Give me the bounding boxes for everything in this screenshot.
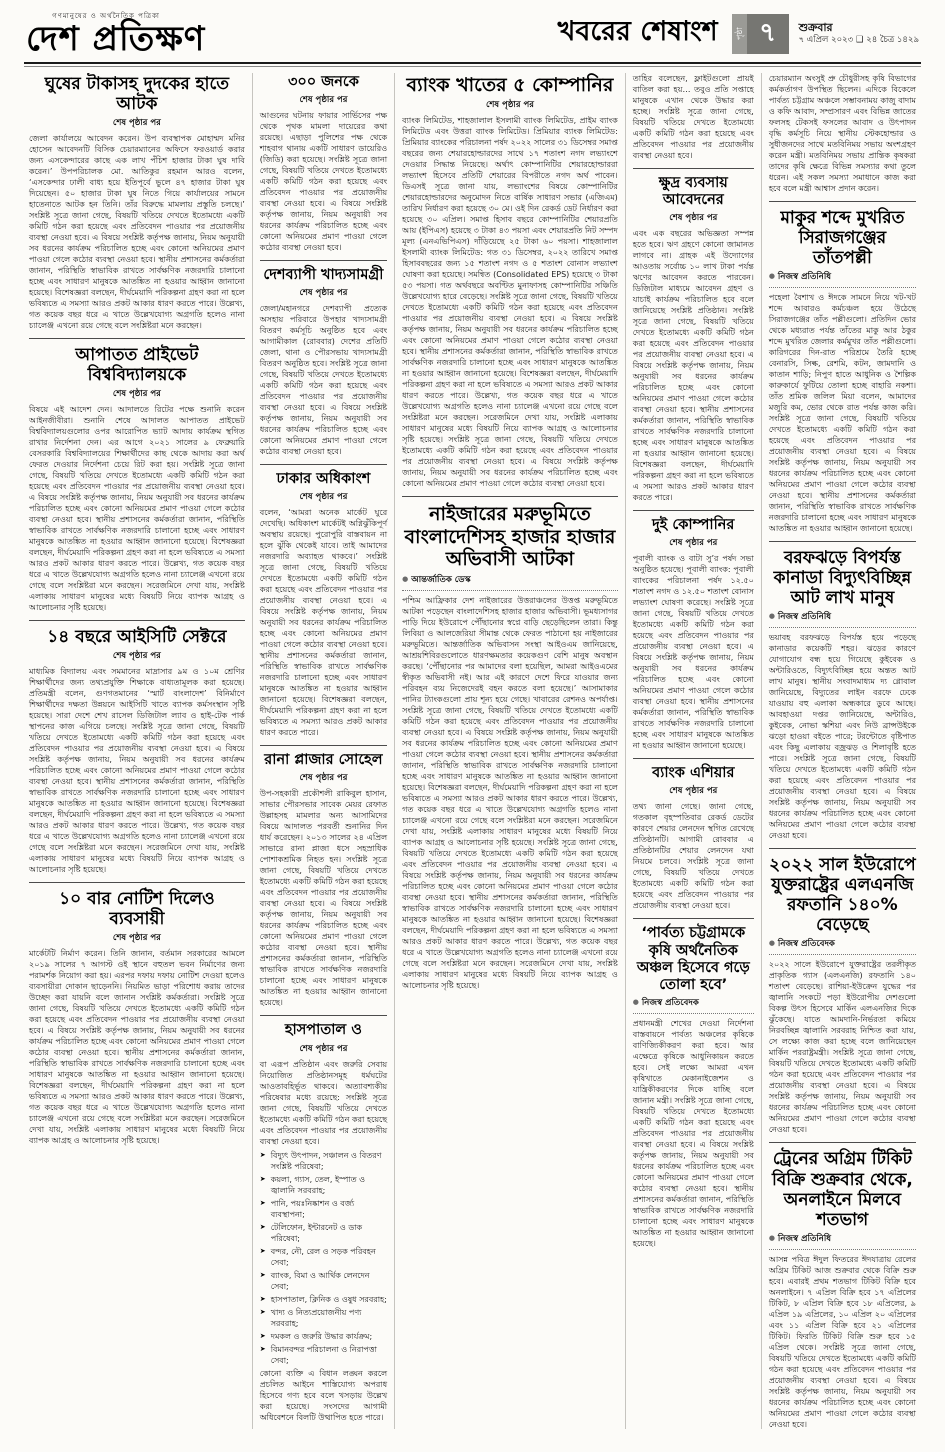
continued-from-label: শেষ পৃষ্ঠার পর	[112, 933, 161, 944]
article-headline: ১০ বার নোটিশ দিলেও ব্যবসায়ী	[59, 889, 215, 930]
list-arrow-icon: ➤	[259, 1150, 266, 1159]
article	[260, 464, 387, 738]
article-headline: ঢাকার অধিকাংশ	[276, 471, 371, 488]
article-body: তথ্য জানা গেছে। জানা গেছে, গতকাল বৃহস্পতিবার রেকর্ড ডেটের কারণে শেয়ার লেনদেন স্থগিত রেখেছে প্রতিষ্ঠানটি। আগামী রোববার এ প্রতিষ্ঠানটির শেয়ার লেনদেন যথা নিয়মে চলবে। সংশ্লিষ্ট সূত্রে জানা গেছে, বিষয়টি খতিয়ে দেখতে ইতোমধ্যে একটি কমিটি গঠন করা হয়েছে এবং প্রতিবেদন পাওয়ার পর প্রয়োজনীয় ব্যবস্থা নেওয়া হবে।	[632, 802, 754, 911]
page-label-vertical: পৃষ্ঠা	[732, 14, 747, 54]
article-headline: ৩০০ জনকে	[287, 74, 359, 90]
continued-from-label: শেষ পৃষ্ঠার পর	[112, 118, 161, 129]
article-body: জেলা/মহানগরে দেশব্যাপী প্রত্যেক অসহায় পরিবারে উপহার খাদ্যসামগ্রী বিতরণ কর্মসূচি অনুষ্ঠিত হবে এবং আগামীকাল (রোববার) দেশের প্রতিটি জেলা, থানা ও পৌরসভায় খাদ্যসামগ্রী বিতরণ অনুষ্ঠিত হবে। সংশ্লিষ্ট সূত্রে জানা গেছে, বিষয়টি খতিয়ে দেখতে ইতোমধ্যে একটি কমিটি গঠন করা হয়েছে এবং প্রতিবেদন পাওয়ার পর প্রয়োজনীয় ব্যবস্থা নেওয়া হবে। এ বিষয়ে সংশ্লিষ্ট কর্তৃপক্ষ জানায়, নিয়ম অনুযায়ী সব ধরনের কার্যক্রম পরিচালিত হচ্ছে এবং কোনো অনিয়মের প্রমাণ পাওয়া গেলে কঠোর ব্যবস্থা নেওয়া হবে।	[259, 304, 388, 457]
article	[633, 918, 754, 1248]
article-body: চেয়ারম্যান অংসুই প্রু চৌধুরীসহ কৃষি বিভাগের কর্মকর্তাগণ উপস্থিত ছিলেন। এদিকে বিকেলে পার্বত্য চট্টগ্রাম অঞ্চলে সম্ভাবনাময় কাজু বাদাম ও কফি আবাদ, সম্প্রসারণ এবং বিভিন্ন জাতের ফলসহ টেকসই ফসলের আবাদ ও উৎপাদন বৃদ্ধি কর্মসূচি নিয়ে স্থানীয় স্টেকহোল্ডার ও সুধীজনদের সাথে মতবিনিময় সভায় অংশগ্রহণ করেন মন্ত্রী। মতবিনিময় সভায় প্রান্তিক কৃষকরা তাদের কৃষি ক্ষেত্রে বিভিন্ন সমস্যার কথা তুলে ধরেন। এই সকল সমস্যা সমাধানে কাজ করা হবে বলে মন্ত্রী আশ্বাস প্রদান করেন।	[768, 74, 916, 193]
list-arrow-icon: ➤	[259, 1246, 266, 1255]
article-body: আসন্ন পবিত্র ঈদুল ফিতরের ঈদযাত্রায় রেলের অগ্রিম টিকিট আজ শুক্রবার থেকে বিক্রি শুরু হবে। এবারই প্রথম শতভাগ টিকিট বিক্রি হবে অনলাইনে। ৭ এপ্রিল বিক্রি হবে ১৭ এপ্রিলের টিকিট, ৮ এপ্রিল বিক্রি হবে ১৮ এপ্রিলের, ৯ এপ্রিল ১৯ এপ্রিলের, ১০ এপ্রিল ২০ এপ্রিলের এবং ১১ এপ্রিল বিক্রি হবে ২১ এপ্রিলের টিকিট। ফিরতি টিকিট বিক্রি শুরু হবে ১৫ এপ্রিল থেকে। সংশ্লিষ্ট সূত্রে জানা গেছে, বিষয়টি খতিয়ে দেখতে ইতোমধ্যে একটি কমিটি গঠন করা হয়েছে এবং প্রতিবেদন পাওয়ার পর প্রয়োজনীয় ব্যবস্থা নেওয়া হবে। এ বিষয়ে সংশ্লিষ্ট কর্তৃপক্ষ জানায়, নিয়ম অনুযায়ী সব ধরনের কার্যক্রম পরিচালিত হচ্ছে এবং কোনো অনিয়মের প্রমাণ পাওয়া গেলে কঠোর ব্যবস্থা নেওয়া হবে।	[768, 1254, 916, 1429]
article	[769, 201, 916, 534]
article-body: প্রধানমন্ত্রী শেখের দেওয়া নির্দেশনা বাস্তবায়নে পার্বত্য অঞ্চলের কৃষিকে বাণিজ্যিকীকরণ করা হবে। আর এক্ষেত্রে কৃষিকে আধুনিকায়ন করতে হবে। সেই লক্ষ্যে আমরা এখন কৃষিখাতে মেকানাইজেশন ও যান্ত্রিকীকরণের দিকে যাচ্ছি বলে জানান মন্ত্রী। সংশ্লিষ্ট সূত্রে জানা গেছে, বিষয়টি খতিয়ে দেখতে ইতোমধ্যে একটি কমিটি গঠন করা হয়েছে এবং প্রতিবেদন পাওয়ার পর প্রয়োজনীয় ব্যবস্থা নেওয়া হবে। এ বিষয়ে সংশ্লিষ্ট কর্তৃপক্ষ জানায়, নিয়ম অনুযায়ী সব ধরনের কার্যক্রম পরিচালিত হচ্ছে এবং কোনো অনিয়মের প্রমাণ পাওয়া গেলে কঠোর ব্যবস্থা নেওয়া হবে। স্থানীয় প্রশাসনের কর্মকর্তারা জানান, পরিস্থিতি স্বাভাবিক রাখতে সার্বক্ষণিক নজরদারি চালানো হচ্ছে এবং সাধারণ মানুষকে আতঙ্কিত না হওয়ার আহ্বান জানানো হয়েছে।	[632, 1018, 754, 1248]
article-body: ২০২২ সালে ইউরোপে যুক্তরাষ্ট্রের তরলীকৃত প্রাকৃতিক গ্যাস (এলএনজি) রফতানি ১৪০ শতাংশ বেড়েছে। রাশিয়া-ইউক্রেন যুদ্ধের পর জ্বালানি সংকটে পড়া ইউরোপীয় দেশগুলো বিকল্প উৎস হিসেবে মার্কিন এলএনজির দিকে ঝুঁকেছে। যাতে আমদানি-নির্ভরতা কমিয়ে নিরবচ্ছিন্ন জ্বালানি সরবরাহ নিশ্চিত করা যায়, সে লক্ষ্যে কাজ করা হচ্ছে বলে জানিয়েছেন মার্কিন পররাষ্ট্রমন্ত্রী। সংশ্লিষ্ট সূত্রে জানা গেছে, বিষয়টি খতিয়ে দেখতে ইতোমধ্যে একটি কমিটি গঠন করা হয়েছে এবং প্রতিবেদন পাওয়ার পর প্রয়োজনীয় ব্যবস্থা নেওয়া হবে। এ বিষয়ে সংশ্লিষ্ট কর্তৃপক্ষ জানায়, নিয়ম অনুযায়ী সব ধরনের কার্যক্রম পরিচালিত হচ্ছে এবং কোনো অনিয়মের প্রমাণ পাওয়া গেলে কঠোর ব্যবস্থা নেওয়া হবে।	[768, 960, 916, 1135]
article-headline: নাইজারের মরুভূমিতে বাংলাদেশিসহ হাজার হাজার অভিবাসী আটকা	[404, 503, 616, 571]
list-arrow-icon: ➤	[259, 1270, 266, 1279]
list-arrow-icon: ➤	[259, 1331, 266, 1340]
article-list-item: ➤ বিদ্যুৎ উৎপাদন, সঞ্চালন ও বিতরণ সংশ্লিষ্ট পরিষেবা;	[259, 1150, 382, 1171]
newspaper-logo: দেশ প্রতিক্ষণ	[26, 19, 206, 59]
section-title: খবরের শেষাংশ	[557, 16, 718, 47]
article-body: ভয়াবহ বরফঝড়ে বিপর্যস্ত হয়ে পড়েছে কানাডার কয়েকটি শহর। ঝড়ের কারণে যোগাযোগ বন্ধ হয়ে গিয়েছে কুইবেক ও অন্টারিওতে, বিদ্যুৎবিচ্ছিন্ন হয়ে অন্তত আট লাখ মানুষ। স্থানীয় সংবাদমাধ্যম দ্য গ্লোবাল জানিয়েছে, বিদ্যুতের লাইন বরফে ঢেকে যাওয়ায় বহু এলাকা অন্ধকারে ডুবে আছে। আবহাওয়া দপ্তর জানিয়েছে, অন্টারিও, কুইবেক, নোভা স্কশিয়া এবং নিউ ব্রান্সউইকে ঝড়ো হাওয়া বইতে পারে; টরন্টোতে বৃষ্টিপাত এবং কিছু এলাকায় বজ্রঝড় ও শিলাবৃষ্টি হতে পারে। সংশ্লিষ্ট সূত্রে জানা গেছে, বিষয়টি খতিয়ে দেখতে ইতোমধ্যে একটি কমিটি গঠন করা হয়েছে এবং প্রতিবেদন পাওয়ার পর প্রয়োজনীয় ব্যবস্থা নেওয়া হবে। এ বিষয়ে সংশ্লিষ্ট কর্তৃপক্ষ জানায়, নিয়ম অনুযায়ী সব ধরনের কার্যক্রম পরিচালিত হচ্ছে এবং কোনো অনিয়মের প্রমাণ পাওয়া গেলে কঠোর ব্যবস্থা নেওয়া হবে।	[768, 633, 916, 841]
continued-from-label: শেষ পৃষ্ঠার পর	[485, 100, 534, 111]
continued-from-label: শেষ পৃষ্ঠার পর	[669, 213, 718, 224]
continued-from-label: শেষ পৃষ্ঠার পর	[669, 786, 718, 797]
date-block	[799, 21, 919, 45]
article-body: পশ্চিম আফ্রিকার দেশ নাইজারের উত্তরাঞ্চলের উত্তপ্ত মরুভূমিতে আটকা পড়েছেন বাংলাদেশিসহ হাজার হাজার অভিবাসী। ভূমধ্যসাগর পাড়ি দিয়ে ইউরোপে পৌঁছানোর স্বপ্নে বাড়ি ছেড়েছিলেন তারা। কিন্তু লিবিয়া ও আলজেরিয়া সীমান্ত থেকে ফেরত পাঠানো হয় নাইজারের মরুভূমিতে। আন্তর্জাতিক অভিবাসন সংস্থা আইওএম জানিয়েছে, আশ্রয়শিবিরগুলোতে ধারণক্ষমতার কয়েকগুণ বেশি মানুষ অবস্থান করছে। ‘পৌঁছানোর পর আমাদের বলা হয়েছিল, আমরা আইওএমের স্বীকৃত অভিবাসী নই। আর এই কারণে দেশে ফিরে যাওয়ার জন্য পরিবহন ব্যয় নিজেদেরই বহন করতে বলা হয়েছে।’ আসামাকার পানির ট্যাংকগুলো প্রায় শূন্য হয়ে গেছে। খাবারের রেশনও অপর্যাপ্ত। সংশ্লিষ্ট সূত্রে জানা গেছে, বিষয়টি খতিয়ে দেখতে ইতোমধ্যে একটি কমিটি গঠন করা হয়েছে এবং প্রতিবেদন পাওয়ার পর প্রয়োজনীয় ব্যবস্থা নেওয়া হবে। এ বিষয়ে সংশ্লিষ্ট কর্তৃপক্ষ জানায়, নিয়ম অনুযায়ী সব ধরনের কার্যক্রম পরিচালিত হচ্ছে এবং কোনো অনিয়মের প্রমাণ পাওয়া গেলে কঠোর ব্যবস্থা নেওয়া হবে। স্থানীয় প্রশাসনের কর্মকর্তারা জানান, পরিস্থিতি স্বাভাবিক রাখতে সার্বক্ষণিক নজরদারি চালানো হচ্ছে এবং সাধারণ মানুষকে আতঙ্কিত না হওয়ার আহ্বান জানানো হয়েছে। বিশেষজ্ঞরা বলছেন, দীর্ঘমেয়াদি পরিকল্পনা গ্রহণ করা না হলে ভবিষ্যতে এ সমস্যা আরও প্রকট আকার ধারণ করতে পারে। উল্লেখ্য, গত কয়েক বছর ধরে এ খাতে উল্লেখযোগ্য অগ্রগতি হলেও নানা চ্যালেঞ্জ এখনো রয়ে গেছে বলে সংশ্লিষ্টরা মনে করছেন। সরেজমিনে দেখা যায়, সংশ্লিষ্ট এলাকায় সাধারণ মানুষের মধ্যে বিষয়টি নিয়ে ব্যাপক আগ্রহ ও আলোচনার সৃষ্টি হয়েছে। সংশ্লিষ্ট সূত্রে জানা গেছে, বিষয়টি খতিয়ে দেখতে ইতোমধ্যে একটি কমিটি গঠন করা হয়েছে এবং প্রতিবেদন পাওয়ার পর প্রয়োজনীয় ব্যবস্থা নেওয়া হবে। এ বিষয়ে সংশ্লিষ্ট কর্তৃপক্ষ জানায়, নিয়ম অনুযায়ী সব ধরনের কার্যক্রম পরিচালিত হচ্ছে এবং কোনো অনিয়মের প্রমাণ পাওয়া গেলে কঠোর ব্যবস্থা নেওয়া হবে। স্থানীয় প্রশাসনের কর্মকর্তারা জানান, পরিস্থিতি স্বাভাবিক রাখতে সার্বক্ষণিক নজরদারি চালানো হচ্ছে এবং সাধারণ মানুষকে আতঙ্কিত না হওয়ার আহ্বান জানানো হয়েছে। বিশেষজ্ঞরা বলছেন, দীর্ঘমেয়াদি পরিকল্পনা গ্রহণ করা না হলে ভবিষ্যতে এ সমস্যা আরও প্রকট আকার ধারণ করতে পারে। উল্লেখ্য, গত কয়েক বছর ধরে এ খাতে উল্লেখযোগ্য অগ্রগতি হলেও নানা চ্যালেঞ্জ এখনো রয়ে গেছে বলে সংশ্লিষ্টরা মনে করছেন। সরেজমিনে দেখা যায়, সংশ্লিষ্ট এলাকায় সাধারণ মানুষের মধ্যে বিষয়টি নিয়ে ব্যাপক আগ্রহ ও আলোচনার সৃষ্টি হয়েছে।	[402, 595, 618, 990]
article	[29, 882, 245, 1146]
continued-from-label: শেষ পৃষ্ঠার পর	[112, 389, 161, 400]
article-headline: ব্যাংক এশিয়ার	[652, 765, 735, 782]
list-arrow-icon: ➤	[259, 1174, 266, 1183]
continued-from-label: শেষ পৃষ্ঠার পর	[299, 288, 348, 299]
continued-from-label: শেষ পৃষ্ঠার পর	[112, 651, 161, 662]
masthead-tagline: গণমানুষের ও অর্থনৈতিক পত্রিকা	[52, 12, 160, 20]
continued-from-label: শেষ পৃষ্ঠার পর	[299, 95, 348, 106]
reporter-byline: ● নিজস্ব প্রতিনিধি	[768, 1233, 832, 1244]
article	[633, 73, 754, 161]
brand-block	[26, 12, 206, 59]
article-headline: দেশব্যাপী খাদ্যসামগ্রী	[263, 267, 384, 284]
reporter-byline: ● নিজস্ব প্রতিবেদক	[768, 939, 835, 950]
byline-bullet-icon: ●	[632, 997, 639, 1006]
article-body: এবং এক বছরের অভিজ্ঞতা সম্পন্ন হতে হবে। ঋণ গ্রহণে কোনো জামানত লাগবে না। গ্রাহক এই উদ্যোগের আওতায় সর্বোচ্চ ১০ লাখ টাকা পর্যন্ত ঋণের আবেদন করতে পারবেন। ডিজিটাল মাধ্যমে আবেদন গ্রহণ ও যাচাই কার্যক্রম পরিচালিত হবে বলে জানিয়েছে সংশ্লিষ্ট প্রতিষ্ঠান। সংশ্লিষ্ট সূত্রে জানা গেছে, বিষয়টি খতিয়ে দেখতে ইতোমধ্যে একটি কমিটি গঠন করা হয়েছে এবং প্রতিবেদন পাওয়ার পর প্রয়োজনীয় ব্যবস্থা নেওয়া হবে। এ বিষয়ে সংশ্লিষ্ট কর্তৃপক্ষ জানায়, নিয়ম অনুযায়ী সব ধরনের কার্যক্রম পরিচালিত হচ্ছে এবং কোনো অনিয়মের প্রমাণ পাওয়া গেলে কঠোর ব্যবস্থা নেওয়া হবে। স্থানীয় প্রশাসনের কর্মকর্তারা জানান, পরিস্থিতি স্বাভাবিক রাখতে সার্বক্ষণিক নজরদারি চালানো হচ্ছে এবং সাধারণ মানুষকে আতঙ্কিত না হওয়ার আহ্বান জানানো হয়েছে। বিশেষজ্ঞরা বলছেন, দীর্ঘমেয়াদি পরিকল্পনা গ্রহণ করা না হলে ভবিষ্যতে এ সমস্যা আরও প্রকট আকার ধারণ করতে পারে।	[632, 229, 754, 503]
article-list-item: ➤ টেলিফোন, ইন্টারনেট ও ডাক পরিষেবা;	[259, 1222, 363, 1243]
byline-divider	[769, 954, 916, 955]
article-body: মার্কেটটি নির্মাণ করেন। তিনি জানান, বর্তমান সরকারের আমলে ২০১৯ সালের ৭ আগস্ট ওই স্থানে বহুতল ভবন নির্মাণের জন্য পরামর্শক নিয়োগ করা হয়। এরপর দফায় দফায় নোটিশ দেওয়া হলেও ব্যবসায়ীরা দোকান ছাড়েননি। নিয়মিত ভাড়া পরিশোধ করায় তাদের উচ্ছেদ করা যায়নি বলে জানান সংশ্লিষ্ট কর্মকর্তারা। সংশ্লিষ্ট সূত্রে জানা গেছে, বিষয়টি খতিয়ে দেখতে ইতোমধ্যে একটি কমিটি গঠন করা হয়েছে এবং প্রতিবেদন পাওয়ার পর প্রয়োজনীয় ব্যবস্থা নেওয়া হবে। এ বিষয়ে সংশ্লিষ্ট কর্তৃপক্ষ জানায়, নিয়ম অনুযায়ী সব ধরনের কার্যক্রম পরিচালিত হচ্ছে এবং কোনো অনিয়মের প্রমাণ পাওয়া গেলে কঠোর ব্যবস্থা নেওয়া হবে। স্থানীয় প্রশাসনের কর্মকর্তারা জানান, পরিস্থিতি স্বাভাবিক রাখতে সার্বক্ষণিক নজরদারি চালানো হচ্ছে এবং সাধারণ মানুষকে আতঙ্কিত না হওয়ার আহ্বান জানানো হয়েছে। বিশেষজ্ঞরা বলছেন, দীর্ঘমেয়াদি পরিকল্পনা গ্রহণ করা না হলে ভবিষ্যতে এ সমস্যা আরও প্রকট আকার ধারণ করতে পারে। উল্লেখ্য, গত কয়েক বছর ধরে এ খাতে উল্লেখযোগ্য অগ্রগতি হলেও নানা চ্যালেঞ্জ এখনো রয়ে গেছে বলে সংশ্লিষ্টরা মনে করছেন। সরেজমিনে দেখা যায়, সংশ্লিষ্ট এলাকায় সাধারণ মানুষের মধ্যে বিষয়টি নিয়ে ব্যাপক আগ্রহ ও আলোচনার সৃষ্টি হয়েছে।	[29, 949, 245, 1146]
article	[260, 260, 387, 457]
reporter-byline: ● আন্তর্জাতিক ডেস্ক	[402, 574, 471, 585]
article-list-item: ➤ পানি, পয়ঃনিষ্কাশন ও বর্জ্য ব্যবস্থাপনা;	[259, 1198, 355, 1219]
article-body: পূবালী ব্যাংক ও বাটা সু’র পর্ষদ সভা অনুষ্ঠিত হয়েছে। পূবালী ব্যাংক: পূবালী ব্যাংকের পরিচালনা পর্ষদ ১২.৫০ শতাংশ নগদ ও ১২.৫০ শতাংশ বোনাস লভ্যাংশ ঘোষণা করেছে। সংশ্লিষ্ট সূত্রে জানা গেছে, বিষয়টি খতিয়ে দেখতে ইতোমধ্যে একটি কমিটি গঠন করা হয়েছে এবং প্রতিবেদন পাওয়ার পর প্রয়োজনীয় ব্যবস্থা নেওয়া হবে। এ বিষয়ে সংশ্লিষ্ট কর্তৃপক্ষ জানায়, নিয়ম অনুযায়ী সব ধরনের কার্যক্রম পরিচালিত হচ্ছে এবং কোনো অনিয়মের প্রমাণ পাওয়া গেলে কঠোর ব্যবস্থা নেওয়া হবে। স্থানীয় প্রশাসনের কর্মকর্তারা জানান, পরিস্থিতি স্বাভাবিক রাখতে সার্বক্ষণিক নজরদারি চালানো হচ্ছে এবং সাধারণ মানুষকে আতঙ্কিত না হওয়ার আহ্বান জানানো হয়েছে।	[632, 554, 754, 751]
article-body: আগুনের ঘটনায় ফায়ার সার্ভিসের পক্ষ থেকে পৃথক মামলা দায়েরের কথা রয়েছে। এছাড়া পুলিশের পক্ষ থেকে শাহবাগ থানায় একটি সাধারণ ডায়েরিও (জিডি) করা হয়েছে। সংশ্লিষ্ট সূত্রে জানা গেছে, বিষয়টি খতিয়ে দেখতে ইতোমধ্যে একটি কমিটি গঠন করা হয়েছে এবং প্রতিবেদন পাওয়ার পর প্রয়োজনীয় ব্যবস্থা নেওয়া হবে। এ বিষয়ে সংশ্লিষ্ট কর্তৃপক্ষ জানায়, নিয়ম অনুযায়ী সব ধরনের কার্যক্রম পরিচালিত হচ্ছে এবং কোনো অনিয়মের প্রমাণ পাওয়া গেলে কঠোর ব্যবস্থা নেওয়া হবে।	[259, 111, 388, 253]
byline-divider	[769, 627, 916, 628]
article-headline: ২০২২ সাল ইউরোপে যুক্তরাষ্ট্রের এলএনজি রফতানি ১৪০% বেড়েছে	[769, 855, 916, 936]
article	[769, 1142, 916, 1429]
byline-divider	[633, 1013, 754, 1014]
byline-divider	[769, 287, 916, 288]
article-list-item: ➤ বন্দর, নৌ, রেল ও সড়ক পরিবহন সেবা;	[259, 1246, 376, 1267]
article-body: জেলা কার্যালয়ে আবেদন করেন। উপ ব্যবস্থাপক মোহাম্মদ মনির হোসেন আবেদনটি বিসিক চেয়ারম্যানের অফিসে ফরওয়ার্ড করার জন্য এসকেন্দারের কাছে এক লাখ পঁচিশ হাজার টাকা ঘুষ দাবি করেন।’ উপপরিচালক মো. আতিকুর রহমান আরও বলেন, ‘এসকেন্দার ঢালী বাধ্য হয়ে ইতিপূর্বে ভুলে ৪৭ হাজার টাকা ঘুষ দিয়েছেন। ৫০ হাজার টাকা ঘুষ নিতে গিয়ে কার্যালয়ের সামনে হাতেনাতে আটক হন তিনি। তাঁর বিরুদ্ধে মামলায় প্রস্তুতি চলছে।’ সংশ্লিষ্ট সূত্রে জানা গেছে, বিষয়টি খতিয়ে দেখতে ইতোমধ্যে একটি কমিটি গঠন করা হয়েছে এবং প্রতিবেদন পাওয়ার পর প্রয়োজনীয় ব্যবস্থা নেওয়া হবে। এ বিষয়ে সংশ্লিষ্ট কর্তৃপক্ষ জানায়, নিয়ম অনুযায়ী সব ধরনের কার্যক্রম পরিচালিত হচ্ছে এবং কোনো অনিয়মের প্রমাণ পাওয়া গেলে কঠোর ব্যবস্থা নেওয়া হবে। স্থানীয় প্রশাসনের কর্মকর্তারা জানান, পরিস্থিতি স্বাভাবিক রাখতে সার্বক্ষণিক নজরদারি চালানো হচ্ছে এবং সাধারণ মানুষকে আতঙ্কিত না হওয়ার আহ্বান জানানো হয়েছে। বিশেষজ্ঞরা বলছেন, দীর্ঘমেয়াদি পরিকল্পনা গ্রহণ করা না হলে ভবিষ্যতে এ সমস্যা আরও প্রকট আকার ধারণ করতে পারে। উল্লেখ্য, গত কয়েক বছর ধরে এ খাতে উল্লেখযোগ্য অগ্রগতি হলেও নানা চ্যালেঞ্জ এখনো রয়ে গেছে বলে সংশ্লিষ্টরা মনে করছেন।	[29, 134, 245, 331]
essential-services-list	[260, 1150, 387, 1366]
article-list-item: ➤ ব্যাংক, বিমা ও আর্থিক লেনদেন সেবা;	[259, 1270, 370, 1291]
continued-from-label: শেষ পৃষ্ঠার পর	[299, 492, 348, 503]
article-body: উপ-সহকারী প্রকৌশলী রাকিবুল হাসান, সাভার পৌরসভার সাবেক মেয়র রেফাত উল্লাহসহ মামলার অন্য আসামিদের বিষয়ে আদালত পরবর্তী শুনানির দিন ধার্য করেছেন। ২০১৩ সালের ২৪ এপ্রিল সাভারে রানা প্লাজা ধসে সহস্রাধিক পোশাকশ্রমিক নিহত হন। সংশ্লিষ্ট সূত্রে জানা গেছে, বিষয়টি খতিয়ে দেখতে ইতোমধ্যে একটি কমিটি গঠন করা হয়েছে এবং প্রতিবেদন পাওয়ার পর প্রয়োজনীয় ব্যবস্থা নেওয়া হবে। এ বিষয়ে সংশ্লিষ্ট কর্তৃপক্ষ জানায়, নিয়ম অনুযায়ী সব ধরনের কার্যক্রম পরিচালিত হচ্ছে এবং কোনো অনিয়মের প্রমাণ পাওয়া গেলে কঠোর ব্যবস্থা নেওয়া হবে। স্থানীয় প্রশাসনের কর্মকর্তারা জানান, পরিস্থিতি স্বাভাবিক রাখতে সার্বক্ষণিক নজরদারি চালানো হচ্ছে এবং সাধারণ মানুষকে আতঙ্কিত না হওয়ার আহ্বান জানানো হয়েছে।	[259, 789, 388, 1008]
byline-bullet-icon: ●	[402, 574, 409, 583]
article-headline: দুই কোম্পানির	[652, 517, 735, 534]
article-headline: হাসপাতাল ও	[284, 1022, 362, 1039]
article-headline: ১৪ বছরে আইসিটি সেক্টরে	[47, 627, 227, 648]
article	[260, 1015, 387, 1422]
article	[29, 620, 245, 875]
article	[402, 74, 618, 489]
article-list-item: ➤ খাদ্য ও নিত্যপ্রয়োজনীয় পণ্য সরবরাহ;	[259, 1307, 362, 1328]
list-arrow-icon: ➤	[259, 1344, 266, 1353]
article-headline: ‘পার্বত্য চট্টগ্রামকে কৃষি অর্থনৈতিক অঞ্চল হিসেবে গড়ে তোলা হবে’	[636, 925, 750, 993]
article-body: বলেন, ‘আমরা অনেক মার্কেট ঘুরে দেখেছি। অধিকাংশ মার্কেটই অগ্নিঝুঁকিপূর্ণ অবস্থায় রয়েছে। পুরোপুরি বাস্তবায়ন না হলে ঝুঁকি থেকেই যাবে। তাই আমাদের নজরদারি অব্যাহত থাকবে।’ সংশ্লিষ্ট সূত্রে জানা গেছে, বিষয়টি খতিয়ে দেখতে ইতোমধ্যে একটি কমিটি গঠন করা হয়েছে এবং প্রতিবেদন পাওয়ার পর প্রয়োজনীয় ব্যবস্থা নেওয়া হবে। এ বিষয়ে সংশ্লিষ্ট কর্তৃপক্ষ জানায়, নিয়ম অনুযায়ী সব ধরনের কার্যক্রম পরিচালিত হচ্ছে এবং কোনো অনিয়মের প্রমাণ পাওয়া গেলে কঠোর ব্যবস্থা নেওয়া হবে। স্থানীয় প্রশাসনের কর্মকর্তারা জানান, পরিস্থিতি স্বাভাবিক রাখতে সার্বক্ষণিক নজরদারি চালানো হচ্ছে এবং সাধারণ মানুষকে আতঙ্কিত না হওয়ার আহ্বান জানানো হয়েছে। বিশেষজ্ঞরা বলছেন, দীর্ঘমেয়াদি পরিকল্পনা গ্রহণ করা না হলে ভবিষ্যতে এ সমস্যা আরও প্রকট আকার ধারণ করতে পারে।	[259, 508, 388, 738]
article-body-tail: কোনো ব্যক্তি এ বিধান লঙ্ঘন করলে প্রচলিত আইনে শাস্তিযোগ্য অপরাধ হিসেবে গণ্য হবে বলে খসড়ায় উল্লেখ করা হয়েছে। সংসদের আগামী অধিবেশনে বিলটি উত্থাপিত হতে পারে।	[259, 1368, 388, 1422]
date-line: ৭ এপ্রিল ২০২৩ ❑ ২৪ চৈত্র ১৪২৯	[798, 35, 919, 46]
article-list-item: ➤ বিমানবন্দর পরিচালনা ও নিরাপত্তা সেবা;	[259, 1344, 377, 1365]
masthead	[0, 0, 945, 62]
byline-divider	[402, 590, 618, 591]
byline-divider	[769, 1249, 916, 1250]
column-5	[761, 73, 923, 1429]
article-body: পহেলা বৈশাখ ও ঈদকে সামনে নিয়ে খট-খট শব্দে আবারও কর্মচঞ্চল হয়ে উঠেছে সিরাজগঞ্জের তাঁত পল্লীগুলো। প্রতিদিন ভোর থেকে মধ্যরাত পর্যন্ত তাঁতের মাকু আর ঠকুর শব্দে মুখরিত জেলার কর্মমুখর তাঁত পল্লীগুলো। কারিগরের দিন-রাত পরিশ্রমে তৈরি হচ্ছে বেনারসি, সিল্ক, রেশমি, কটন, জামদানি ও কাতান শাড়ি; নিপুণ হাতে আধুনিক ও শৈল্পিক কারুকার্যে ফুটিয়ে তোলা হচ্ছে বাহারি নকশা। তাঁত শ্রমিক জলিল মিয়া বলেন, আমাদের মজুরি কম, ভোর থেকে রাত পর্যন্ত কাজ করি। সংশ্লিষ্ট সূত্রে জানা গেছে, বিষয়টি খতিয়ে দেখতে ইতোমধ্যে একটি কমিটি গঠন করা হয়েছে এবং প্রতিবেদন পাওয়ার পর প্রয়োজনীয় ব্যবস্থা নেওয়া হবে। এ বিষয়ে সংশ্লিষ্ট কর্তৃপক্ষ জানায়, নিয়ম অনুযায়ী সব ধরনের কার্যক্রম পরিচালিত হচ্ছে এবং কোনো অনিয়মের প্রমাণ পাওয়া গেলে কঠোর ব্যবস্থা নেওয়া হবে। স্থানীয় প্রশাসনের কর্মকর্তারা জানান, পরিস্থিতি স্বাভাবিক রাখতে সার্বক্ষণিক নজরদারি চালানো হচ্ছে এবং সাধারণ মানুষকে আতঙ্কিত না হওয়ার আহ্বান জানানো হয়েছে।	[768, 293, 916, 534]
column-2	[252, 73, 394, 1429]
article	[260, 745, 387, 1008]
article-headline: ব্যাংক খাতের ৫ কোম্পানির	[406, 74, 614, 96]
article-list-item: ➤ দমকল ও জরুরি উদ্ধার কার্যক্রম;	[259, 1331, 373, 1341]
byline-bullet-icon: ●	[768, 939, 775, 948]
byline-bullet-icon: ●	[768, 272, 775, 281]
page-number: ৭	[747, 14, 789, 54]
article-headline: ঘুষের টাকাসহ দুদকের হাতে আটক	[44, 74, 230, 115]
article-body: মাধ্যমিক বিদ্যালয় এবং সমমানের মাদ্রাসার ৯ম ও ১০ম শ্রেণির শিক্ষার্থীদের জন্য তথ্যপ্রযুক্তি শিক্ষাকে বাধ্যতামূলক করা হয়েছে। প্রতিমন্ত্রী বলেন, গুণগতমানের ‘স্মার্ট বাংলাদেশ’ বিনির্মাণে শিক্ষার্থীদের দক্ষতা উন্নয়নে আইসিটি খাতে ব্যাপক কর্মসংস্থান সৃষ্টি হয়েছে। সারা দেশে শেখ রাসেল ডিজিটাল ল্যাব ও হাই-টেক পার্ক স্থাপনের কাজ এগিয়ে চলছে। সংশ্লিষ্ট সূত্রে জানা গেছে, বিষয়টি খতিয়ে দেখতে ইতোমধ্যে একটি কমিটি গঠন করা হয়েছে এবং প্রতিবেদন পাওয়ার পর প্রয়োজনীয় ব্যবস্থা নেওয়া হবে। এ বিষয়ে সংশ্লিষ্ট কর্তৃপক্ষ জানায়, নিয়ম অনুযায়ী সব ধরনের কার্যক্রম পরিচালিত হচ্ছে এবং কোনো অনিয়মের প্রমাণ পাওয়া গেলে কঠোর ব্যবস্থা নেওয়া হবে। স্থানীয় প্রশাসনের কর্মকর্তারা জানান, পরিস্থিতি স্বাভাবিক রাখতে সার্বক্ষণিক নজরদারি চালানো হচ্ছে এবং সাধারণ মানুষকে আতঙ্কিত না হওয়ার আহ্বান জানানো হয়েছে। বিশেষজ্ঞরা বলছেন, দীর্ঘমেয়াদি পরিকল্পনা গ্রহণ করা না হলে ভবিষ্যতে এ সমস্যা আরও প্রকট আকার ধারণ করতে পারে। উল্লেখ্য, গত কয়েক বছর ধরে এ খাতে উল্লেখযোগ্য অগ্রগতি হলেও নানা চ্যালেঞ্জ এখনো রয়ে গেছে বলে সংশ্লিষ্টরা মনে করছেন। সরেজমিনে দেখা যায়, সংশ্লিষ্ট এলাকায় সাধারণ মানুষের মধ্যে বিষয়টি নিয়ে ব্যাপক আগ্রহ ও আলোচনার সৃষ্টি হয়েছে।	[29, 667, 245, 875]
article-body: বা এরূপ প্রতিষ্ঠান এবং জরুরি সেবায় নিয়োজিত প্রতিষ্ঠানসমূহ ধর্মঘটের আওতাবহির্ভূত থাকবে। অত্যাবশ্যকীয় পরিষেবার মধ্যে রয়েছে: সংশ্লিষ্ট সূত্রে জানা গেছে, বিষয়টি খতিয়ে দেখতে ইতোমধ্যে একটি কমিটি গঠন করা হয়েছে এবং প্রতিবেদন পাওয়ার পর প্রয়োজনীয় ব্যবস্থা নেওয়া হবে।	[259, 1059, 388, 1146]
article	[633, 758, 754, 911]
column-3	[394, 73, 625, 1429]
list-arrow-icon: ➤	[259, 1198, 266, 1207]
page-number-box	[732, 14, 789, 54]
article-headline: ট্রেনের অগ্রিম টিকিট বিক্রি শুক্রবার থেকে, অনলাইনে মিলবে শতভাগ	[771, 1149, 913, 1230]
article	[769, 541, 916, 841]
article	[633, 168, 754, 503]
list-arrow-icon: ➤	[259, 1307, 266, 1316]
article-headline: ক্ষুদ্র ব্যবসায় আবেদনের	[658, 175, 728, 209]
article-list-item: ➤ কয়লা, গ্যাস, তেল, ইস্পাত ও জ্বালানি সরবরাহ;	[259, 1174, 366, 1195]
article-headline: আপাতত প্রাইভেট বিশ্ববিদ্যালয়কে	[75, 345, 199, 386]
article	[633, 510, 754, 751]
article	[29, 74, 245, 331]
article-body: বিষয়ে এই আদেশ দেন। আদালতে রিটের পক্ষে শুনানি করেন আইনজীবীরা। শুনানি শেষে আদালত আপাতত প্রাইভেট বিশ্ববিদ্যালয়গুলোর ওপর আরোপিত ভ্যাট আদায় কার্যক্রম স্থগিত রাখার নির্দেশনা দেন। এর আগে ২০২১ সালের ৯ ফেব্রুয়ারি বেসরকারি বিশ্ববিদ্যালয়ের শিক্ষার্থীদের কাছ থেকে আদায় করা অর্থ ফেরত দেওয়ার নির্দেশনা চেয়ে রিট করা হয়। সংশ্লিষ্ট সূত্রে জানা গেছে, বিষয়টি খতিয়ে দেখতে ইতোমধ্যে একটি কমিটি গঠন করা হয়েছে এবং প্রতিবেদন পাওয়ার পর প্রয়োজনীয় ব্যবস্থা নেওয়া হবে। এ বিষয়ে সংশ্লিষ্ট কর্তৃপক্ষ জানায়, নিয়ম অনুযায়ী সব ধরনের কার্যক্রম পরিচালিত হচ্ছে এবং কোনো অনিয়মের প্রমাণ পাওয়া গেলে কঠোর ব্যবস্থা নেওয়া হবে। স্থানীয় প্রশাসনের কর্মকর্তারা জানান, পরিস্থিতি স্বাভাবিক রাখতে সার্বক্ষণিক নজরদারি চালানো হচ্ছে এবং সাধারণ মানুষকে আতঙ্কিত না হওয়ার আহ্বান জানানো হয়েছে। বিশেষজ্ঞরা বলছেন, দীর্ঘমেয়াদি পরিকল্পনা গ্রহণ করা না হলে ভবিষ্যতে এ সমস্যা আরও প্রকট আকার ধারণ করতে পারে। উল্লেখ্য, গত কয়েক বছর ধরে এ খাতে উল্লেখযোগ্য অগ্রগতি হলেও নানা চ্যালেঞ্জ এখনো রয়ে গেছে বলে সংশ্লিষ্টরা মনে করছেন। সরেজমিনে দেখা যায়, সংশ্লিষ্ট এলাকায় সাধারণ মানুষের মধ্যে বিষয়টি নিয়ে ব্যাপক আগ্রহ ও আলোচনার সৃষ্টি হয়েছে।	[29, 405, 245, 613]
list-arrow-icon: ➤	[259, 1294, 266, 1303]
article-headline: মাকুর শব্দে মুখরিত সিরাজগঞ্জের তাঁতপল্লী	[780, 208, 905, 269]
byline-bullet-icon: ●	[768, 1233, 775, 1242]
article-list-item: ➤ হাসপাতাল, ক্লিনিক ও ওষুধ সরবরাহ;	[259, 1294, 387, 1304]
continued-from-label: শেষ পৃষ্ঠার পর	[299, 1043, 348, 1054]
article	[769, 848, 916, 1135]
article-body: তাহির বলেছেন, ফ্লাইটগুলো প্রায়ই বাতিল করা হয়… তবুও প্রতি সপ্তাহে মানুষকে এখান থেকে উদ্ধার করা হচ্ছে। সংশ্লিষ্ট সূত্রে জানা গেছে, বিষয়টি খতিয়ে দেখতে ইতোমধ্যে একটি কমিটি গঠন করা হয়েছে এবং প্রতিবেদন পাওয়ার পর প্রয়োজনীয় ব্যবস্থা নেওয়া হবে।	[632, 74, 754, 160]
column-4	[625, 73, 761, 1429]
masthead-right	[558, 11, 919, 56]
article	[402, 496, 618, 990]
weekday: শুক্রবার	[798, 21, 833, 35]
reporter-byline: ● নিজস্ব প্রতিনিধি	[768, 272, 832, 283]
continued-from-label: শেষ পৃষ্ঠার পর	[299, 773, 348, 784]
header-rule	[24, 62, 921, 64]
reporter-byline: ● নিজস্ব প্রতিবেদক	[632, 997, 699, 1008]
article	[260, 74, 387, 253]
article-body: ব্যাংক লিমিটেড, শাহজালাল ইসলামী ব্যাংক লিমিটেড, প্রাইম ব্যাংক লিমিটেড এবং উত্তরা ব্যাংক লিমিটেড। প্রিমিয়ার ব্যাংক লিমিটেড: প্রিমিয়ার ব্যাংকের পরিচালনা পর্ষদ ২০২২ সালের ৩১ ডিসেম্বর সমাপ্ত বছরের জন্য শেয়ারহোল্ডারদের সাথে ১৭ শতাংশ নগদ লভ্যাংশে দেওয়ার সিদ্ধান্ত নিয়েছে। অর্থাৎ কোম্পানিটির শেয়ারহোল্ডাররা লভ্যাংশ হিসেবে প্রতিটি শেয়ারের বিপরীতে নগদ অর্থ পাবেন। ডিএসই সূত্রে জানা যায়, লভ্যাংশের বিষয়ে কোম্পানিটির শেয়ারহোল্ডারদের অনুমোদন নিতে বার্ষিক সাধারণ সভার (এজিএম) তারিখ নির্ধারণ করা হয়েছে ৩০ মে। ওই দিন রেকর্ড ডেট নির্ধারণ করা হয়েছে ৩০ এপ্রিল। সমাপ্ত হিসাব বছরে কোম্পানিটির শেয়ারপ্রতি আয় (ইপিএস) হয়েছে ৩ টাকা ৪৩ পয়সা এবং শেয়ারপ্রতি নিট সম্পদ মূল্য (এনএভিপিএস) দাঁড়িয়েছে ২৫ টাকা ৬০ পয়সা। শাহজালাল ইসলামী ব্যাংক লিমিটেড: গত ৩১ ডিসেম্বর, ২০২২ তারিখে সমাপ্ত হিসাববছরের জন্য ১৫ শতাংশ নগদ ও ৫ শতাংশ বোনাস লভ্যাংশ ঘোষণা করা হয়েছে। সমন্বিত (Consolidated EPS) হয়েছে ৩ টাকা ৫৩ পয়সা। গত অর্থবছরে অবণ্টিত মুনাফাসহ কোম্পানিটির সঞ্চিতি উল্লেখযোগ্য হারে বেড়েছে। সংশ্লিষ্ট সূত্রে জানা গেছে, বিষয়টি খতিয়ে দেখতে ইতোমধ্যে একটি কমিটি গঠন করা হয়েছে এবং প্রতিবেদন পাওয়ার পর প্রয়োজনীয় ব্যবস্থা নেওয়া হবে। এ বিষয়ে সংশ্লিষ্ট কর্তৃপক্ষ জানায়, নিয়ম অনুযায়ী সব ধরনের কার্যক্রম পরিচালিত হচ্ছে এবং কোনো অনিয়মের প্রমাণ পাওয়া গেলে কঠোর ব্যবস্থা নেওয়া হবে। স্থানীয় প্রশাসনের কর্মকর্তারা জানান, পরিস্থিতি স্বাভাবিক রাখতে সার্বক্ষণিক নজরদারি চালানো হচ্ছে এবং সাধারণ মানুষকে আতঙ্কিত না হওয়ার আহ্বান জানানো হয়েছে। বিশেষজ্ঞরা বলছেন, দীর্ঘমেয়াদি পরিকল্পনা গ্রহণ করা না হলে ভবিষ্যতে এ সমস্যা আরও প্রকট আকার ধারণ করতে পারে। উল্লেখ্য, গত কয়েক বছর ধরে এ খাতে উল্লেখযোগ্য অগ্রগতি হলেও নানা চ্যালেঞ্জ এখনো রয়ে গেছে বলে সংশ্লিষ্টরা মনে করছেন। সরেজমিনে দেখা যায়, সংশ্লিষ্ট এলাকায় সাধারণ মানুষের মধ্যে বিষয়টি নিয়ে ব্যাপক আগ্রহ ও আলোচনার সৃষ্টি হয়েছে। সংশ্লিষ্ট সূত্রে জানা গেছে, বিষয়টি খতিয়ে দেখতে ইতোমধ্যে একটি কমিটি গঠন করা হয়েছে এবং প্রতিবেদন পাওয়ার পর প্রয়োজনীয় ব্যবস্থা নেওয়া হবে। এ বিষয়ে সংশ্লিষ্ট কর্তৃপক্ষ জানায়, নিয়ম অনুযায়ী সব ধরনের কার্যক্রম পরিচালিত হচ্ছে এবং কোনো অনিয়মের প্রমাণ পাওয়া গেলে কঠোর ব্যবস্থা নেওয়া হবে।	[402, 116, 618, 489]
article	[29, 338, 245, 613]
continued-from-label: শেষ পৃষ্ঠার পর	[669, 538, 718, 549]
article	[769, 73, 916, 194]
reporter-byline: ● নিজস্ব প্রতিনিধি	[768, 612, 832, 623]
article-headline: বরফঝড়ে বিপর্যস্ত কানাডা বিদ্যুৎবিচ্ছিন্ন আট লাখ মানুষ	[773, 548, 912, 609]
byline-bullet-icon: ●	[768, 612, 775, 621]
list-arrow-icon: ➤	[259, 1222, 266, 1231]
article-headline: রানা প্লাজার সোহেল	[264, 752, 383, 769]
column-1	[22, 73, 252, 1429]
page-body	[0, 67, 945, 1429]
